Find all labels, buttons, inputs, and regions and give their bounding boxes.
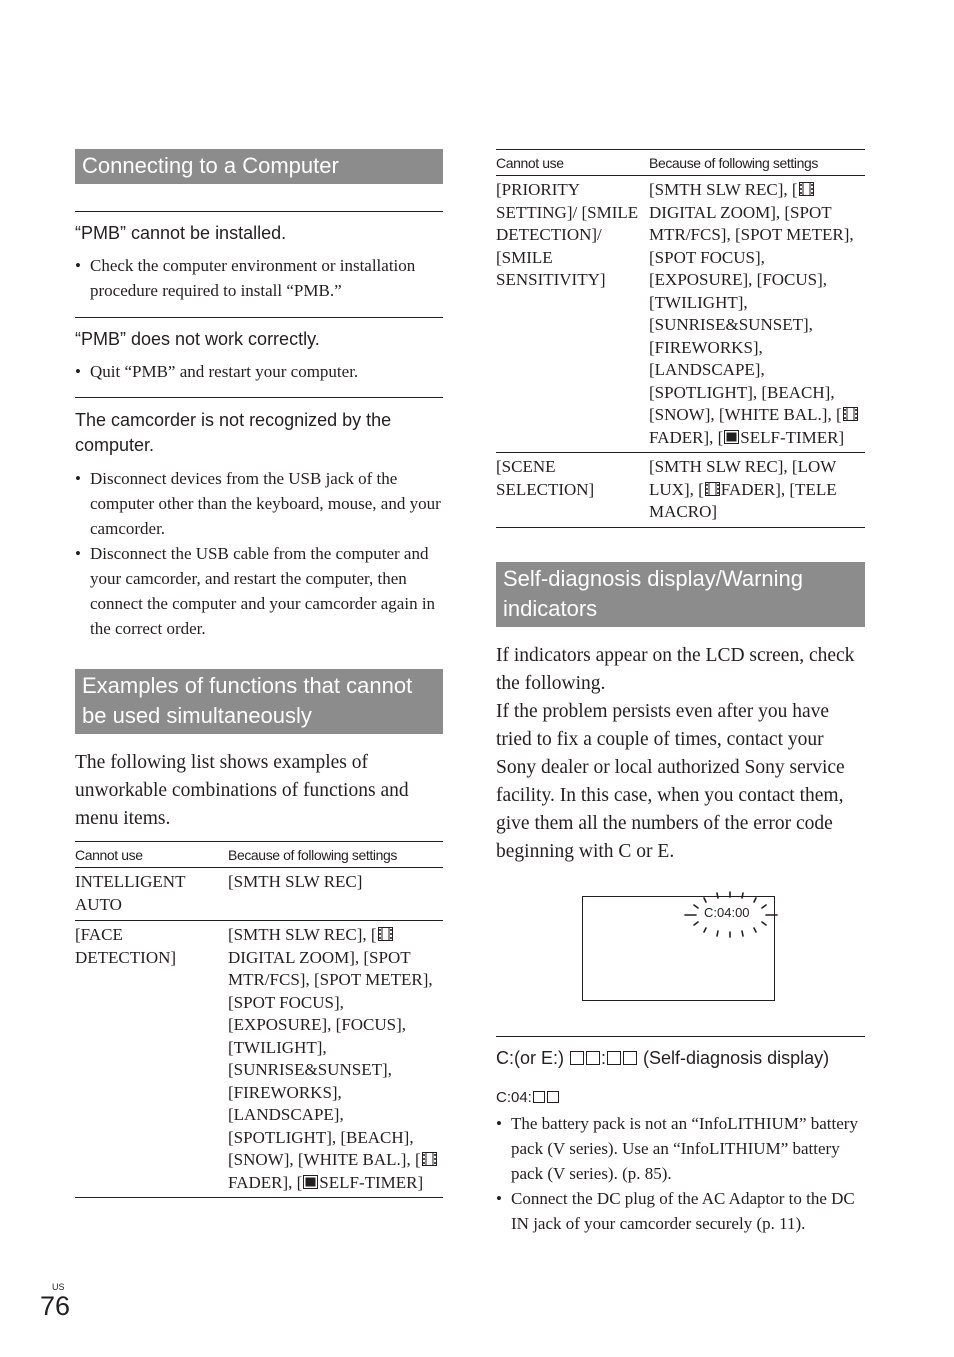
bullet-list — [496, 1111, 865, 1236]
table-cell: [PRIORITY SETTING]/ [SMILE DETECTION]/ [SMILE SENSITIVITY] — [496, 176, 649, 453]
topic-text: C:(or E:) — [496, 1048, 570, 1068]
digit-box-icon — [586, 1051, 600, 1065]
bullet-list — [75, 253, 443, 303]
self-diagnosis-topic — [496, 1046, 865, 1071]
cell-text: FADER], [TELE MACRO] — [649, 479, 837, 521]
examples-intro: The following list shows examples of unworkable combinations of functions and menu items. — [75, 752, 409, 829]
camera-mode-icon — [724, 430, 739, 444]
table-row — [496, 453, 865, 528]
column-header: Because of following settings — [228, 842, 443, 868]
topic-pmb-not-working: “PMB” does not work correctly. — [75, 329, 320, 349]
table-cell: INTELLIGENT AUTO — [75, 868, 228, 921]
divider — [75, 317, 443, 318]
camera-mode-icon — [303, 1175, 318, 1189]
cell-text: FADER], [ — [228, 1172, 303, 1192]
film-icon — [799, 182, 814, 196]
bullet-list — [75, 466, 443, 641]
section-header-connecting-computer: Connecting to a Computer — [75, 149, 443, 184]
digit-box-icon — [570, 1051, 584, 1065]
region-label: US — [52, 1282, 65, 1292]
topic-text: (Self-diagnosis display) — [638, 1048, 830, 1068]
right-column — [496, 149, 865, 866]
digit-box-icon — [547, 1091, 559, 1103]
table-cell — [228, 921, 443, 1198]
table-cell: [FACE DETECTION] — [75, 921, 228, 1198]
functions-table-continued — [496, 149, 865, 528]
cell-text: DIGITAL ZOOM], [SPOT MTR/FCS], [SPOT METER], [SPOT FOCUS], [EXPOSURE], [FOCUS], [TWILIGHT], [SUNRISE&SUNSET], [FIREWORKS], [LANDSCAPE], [SPOTLIGHT], [BEACH], [SNOW], [WHITE BAL.], [ — [228, 947, 433, 1169]
diag-instructions: If the problem persists even after you have tried to fix a couple of times, contact your Sony dealer or local authorized Sony service facility. In this case, when you contact them, give them all the numbers of the error code beginning with C or E. — [496, 700, 845, 862]
film-icon — [705, 482, 720, 496]
film-icon — [378, 927, 393, 941]
cell-text: [SMTH SLW REC], [ — [228, 925, 377, 944]
digit-box-icon — [533, 1091, 545, 1103]
left-column — [75, 149, 443, 1198]
cell-text: [SMTH SLW REC], [ — [649, 180, 798, 199]
divider — [496, 1036, 865, 1037]
list-item: • Disconnect the USB cable from the computer and your camcorder, and restart the computer, then connect the computer and your camcorder again in the correct order. — [75, 541, 443, 641]
code-text: C:04: — [496, 1089, 532, 1106]
table-cell: [SMTH SLW REC] — [228, 868, 443, 921]
lcd-error-code: C:04:00 — [704, 905, 750, 920]
divider — [75, 211, 443, 212]
cell-text: DIGITAL ZOOM], [SPOT MTR/FCS], [SPOT METER], [SPOT FOCUS], [EXPOSURE], [FOCUS], [TWILIGHT], [SUNRISE&SUNSET], [FIREWORKS], [LANDSCAPE], [SPOTLIGHT], [BEACH], [SNOW], [WHITE BAL.], [ — [649, 202, 854, 424]
cell-text: SELF-TIMER] — [319, 1172, 424, 1192]
page-number: 76 — [40, 1291, 71, 1321]
bullet-list — [75, 359, 443, 384]
table-cell — [649, 453, 865, 528]
section-header-examples: Examples of functions that cannot be used simultaneously — [75, 669, 443, 734]
section-header-self-diagnosis: Self-diagnosis display/Warning indicators — [496, 562, 865, 627]
table-cell — [649, 176, 865, 453]
table-row — [496, 176, 865, 453]
code-c04-label — [496, 1087, 865, 1109]
column-header: Cannot use — [75, 842, 228, 868]
column-header: Cannot use — [496, 150, 649, 176]
cell-text: SELF-TIMER] — [740, 427, 845, 447]
column-header: Because of following settings — [649, 150, 865, 176]
film-icon — [422, 1152, 437, 1166]
film-icon — [843, 407, 858, 421]
list-item: • The battery pack is not an “InfoLITHIUM” battery pack (V series). Use an “InfoLITHIUM” battery pack (V series). (p. 85). — [496, 1111, 865, 1186]
cell-text: FADER], [ — [649, 427, 724, 447]
digit-box-icon — [607, 1051, 621, 1065]
list-item: • Connect the DC plug of the AC Adaptor to the DC IN jack of your camcorder securely (p. 11). — [496, 1186, 865, 1236]
topic-text: : — [601, 1048, 607, 1068]
topic-pmb-cannot-install: “PMB” cannot be installed. — [75, 223, 287, 243]
list-item: • Disconnect devices from the USB jack of the computer other than the keyboard, mouse, and your camcorder. — [75, 466, 443, 541]
topic-camcorder-not-recognized: The camcorder is not recognized by the computer. — [75, 410, 392, 455]
table-header-row — [75, 842, 443, 868]
digit-box-icon — [623, 1051, 637, 1065]
cell-text: [SMTH SLW REC], [LOW LUX], [ — [649, 457, 836, 499]
list-item: • Check the computer environment or installation procedure required to install “PMB.” — [75, 253, 443, 303]
page-number-block — [40, 1282, 71, 1321]
self-diagnosis-details — [496, 1036, 865, 1236]
list-item: • Quit “PMB” and restart your computer. — [75, 359, 443, 384]
table-row — [75, 868, 443, 921]
diag-intro: If indicators appear on the LCD screen, check the following. — [496, 644, 855, 694]
table-cell: [SCENE SELECTION] — [496, 453, 649, 528]
table-row — [75, 921, 443, 1198]
table-header-row — [496, 150, 865, 176]
divider — [75, 397, 443, 398]
functions-table — [75, 841, 443, 1198]
